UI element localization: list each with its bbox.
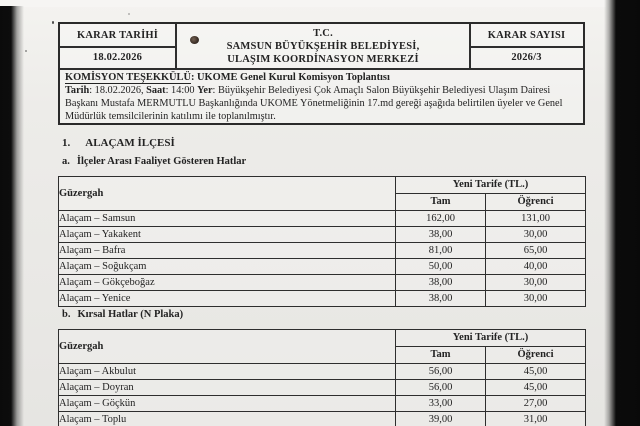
subsection-a-label: a. bbox=[62, 156, 70, 167]
subsection-b-heading bbox=[62, 309, 183, 320]
saat-text: : 14:00 bbox=[165, 85, 198, 96]
section-district-heading bbox=[62, 137, 175, 149]
route-cell: Alaçam – Samsun bbox=[59, 211, 396, 227]
fare-table-rural bbox=[58, 329, 586, 426]
tam-fare: 38,00 bbox=[396, 227, 486, 243]
subsection-b-title: Kırsal Hatlar (N Plaka) bbox=[77, 309, 184, 320]
section-number: 1. bbox=[62, 137, 71, 149]
table-row bbox=[59, 291, 586, 307]
karar-tarihi-value: 18.02.2026 bbox=[92, 52, 143, 63]
section-title: ALAÇAM İLÇESİ bbox=[85, 137, 175, 149]
route-cell: Alaçam – Göçkün bbox=[59, 396, 396, 412]
tarife-group-header: Yeni Tarife (TL.) bbox=[396, 177, 586, 194]
ogrenci-fare: 65,00 bbox=[486, 243, 586, 259]
route-cell: Alaçam – Gökçeboğaz bbox=[59, 275, 396, 291]
tam-fare: 50,00 bbox=[396, 259, 486, 275]
komisyon-section bbox=[60, 70, 583, 123]
ogrenci-fare: 30,00 bbox=[486, 275, 586, 291]
tam-fare: 56,00 bbox=[396, 364, 486, 380]
route-cell: Alaçam – Doyran bbox=[59, 380, 396, 396]
ogrenci-fare: 45,00 bbox=[486, 380, 586, 396]
ogrenci-fare: 30,00 bbox=[486, 291, 586, 307]
tam-header: Tam bbox=[396, 194, 486, 211]
route-cell: Alaçam – Akbulut bbox=[59, 364, 396, 380]
ogrenci-fare: 131,00 bbox=[486, 211, 586, 227]
tam-fare: 81,00 bbox=[396, 243, 486, 259]
komisyon-line bbox=[65, 71, 578, 84]
authority-title bbox=[176, 24, 470, 68]
scan-speck bbox=[25, 50, 27, 52]
tam-fare: 162,00 bbox=[396, 211, 486, 227]
table-row bbox=[59, 259, 586, 275]
saat-label: Saat bbox=[146, 85, 166, 96]
tarih-label: Tarih bbox=[65, 85, 90, 96]
table-header-row bbox=[59, 330, 586, 347]
guzergah-header: Güzergah bbox=[59, 330, 396, 364]
meeting-paragraph bbox=[65, 84, 578, 123]
route-cell: Alaçam – Yakakent bbox=[59, 227, 396, 243]
route-cell: Alaçam – Bafra bbox=[59, 243, 396, 259]
decision-header-table bbox=[58, 22, 585, 125]
karar-sayisi-label: KARAR SAYISI bbox=[487, 29, 566, 41]
tam-fare: 38,00 bbox=[396, 275, 486, 291]
table-row bbox=[59, 412, 586, 426]
ogrenci-fare: 40,00 bbox=[486, 259, 586, 275]
guzergah-header: Güzergah bbox=[59, 177, 396, 211]
tam-fare: 39,00 bbox=[396, 412, 486, 426]
table-row bbox=[59, 211, 586, 227]
route-cell: Alaçam – Toplu bbox=[59, 412, 396, 426]
tam-fare: 56,00 bbox=[396, 380, 486, 396]
table-row bbox=[59, 380, 586, 396]
route-cell: Alaçam – Yenice bbox=[59, 291, 396, 307]
tam-fare: 33,00 bbox=[396, 396, 486, 412]
tam-header: Tam bbox=[396, 347, 486, 364]
table-row bbox=[59, 243, 586, 259]
ogrenci-header: Öğrenci bbox=[486, 347, 586, 364]
subsection-a-heading bbox=[62, 156, 246, 167]
table-row bbox=[59, 396, 586, 412]
subsection-b-label: b. bbox=[62, 309, 71, 320]
yer-text: : Büyükşehir Belediyesi Çok Amaçlı Salon Büyükşehir Belediyesi Ulaşım Dairesi Başkanı Mustafa MERMUTLU Başkanlığında UKOME Yönetmeliğinin 17.md gereği aşağıda belirtilen üyeler ve Genel Müdürlük temsilcilerinin katılımı ile toplanılmıştır. bbox=[65, 85, 563, 122]
komisyon-value: : UKOME Genel Kurul Komisyon Toplantısı bbox=[190, 72, 390, 83]
authority-tc: T.C. bbox=[313, 27, 333, 39]
route-cell: Alaçam – Soğukçam bbox=[59, 259, 396, 275]
scan-speck bbox=[128, 13, 130, 15]
table-header-row bbox=[59, 177, 586, 194]
fare-table-intercity bbox=[58, 176, 586, 307]
table-row bbox=[59, 275, 586, 291]
tarih-text: : 18.02.2026, bbox=[89, 85, 147, 96]
yer-label: Yer bbox=[197, 85, 213, 96]
komisyon-label: KOMİSYON TEŞEKKÜLÜ bbox=[65, 72, 191, 83]
subsection-a-title: İlçeler Arası Faaliyet Gösteren Hatlar bbox=[76, 156, 247, 167]
ogrenci-fare: 27,00 bbox=[486, 396, 586, 412]
ogrenci-fare: 30,00 bbox=[486, 227, 586, 243]
ogrenci-fare: 45,00 bbox=[486, 364, 586, 380]
ogrenci-header: Öğrenci bbox=[486, 194, 586, 211]
tarife-group-header: Yeni Tarife (TL.) bbox=[396, 330, 586, 347]
scan-speck bbox=[52, 21, 54, 24]
tam-fare: 38,00 bbox=[396, 291, 486, 307]
ogrenci-fare: 31,00 bbox=[486, 412, 586, 426]
authority-line1: SAMSUN BÜYÜKŞEHİR BELEDİYESİ, bbox=[226, 40, 420, 52]
karar-tarihi-label: KARAR TARİHİ bbox=[76, 29, 159, 41]
table-row bbox=[59, 364, 586, 380]
karar-sayisi-value: 2026/3 bbox=[511, 52, 542, 63]
authority-line2: ULAŞIM KOORDİNASYON MERKEZİ bbox=[227, 53, 419, 65]
table-row bbox=[59, 227, 586, 243]
